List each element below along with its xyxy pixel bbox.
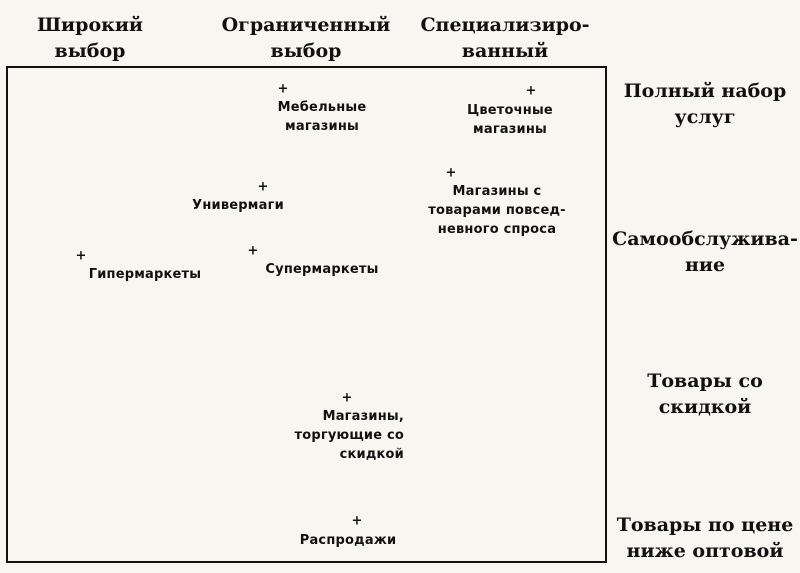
column-header-line: выбор — [270, 40, 342, 62]
store-label-convenience — [404, 182, 590, 239]
store-label-line: Цветочные — [467, 103, 553, 118]
row-header-line: ниже оптовой — [626, 540, 784, 562]
store-marker-department: + — [257, 179, 269, 195]
store-label-flowers — [450, 101, 570, 139]
store-label-discount — [262, 407, 404, 464]
row-header-line: Самообслужива- — [612, 228, 798, 250]
row-header-line: Товары по цене — [616, 514, 794, 536]
store-label-line: скидкой — [339, 447, 404, 462]
store-label-department — [178, 196, 298, 215]
store-label-line: Магазины с — [452, 184, 542, 199]
store-label-line: Гипермаркеты — [88, 267, 202, 282]
store-label-line: Супермаркеты — [265, 262, 379, 277]
store-marker-clearance: + — [351, 513, 363, 529]
row-header-full-service — [612, 78, 798, 130]
row-header-line: Товары со — [647, 370, 763, 392]
store-label-line: Мебельные — [277, 100, 367, 115]
store-marker-flowers: + — [525, 83, 537, 99]
store-marker-discount: + — [341, 390, 353, 406]
row-header-below-wholesale — [612, 512, 798, 564]
column-header-line: Широкий — [36, 14, 144, 36]
column-header-wide-selection — [20, 12, 160, 64]
store-marker-supermarkets: + — [247, 243, 259, 259]
diagram-frame — [6, 66, 607, 563]
column-header-limited-selection — [206, 12, 406, 64]
store-label-line: Универмаги — [192, 198, 284, 213]
store-label-line: Распродажи — [299, 533, 397, 548]
store-marker-furniture: + — [277, 81, 289, 97]
store-label-line: магазины — [473, 122, 547, 137]
store-label-line: торгующие со — [294, 428, 404, 443]
store-label-furniture — [262, 98, 382, 136]
store-label-hypermarkets — [70, 265, 220, 284]
column-header-line: Ограниченный — [221, 14, 391, 36]
row-header-self-service — [612, 226, 798, 278]
store-marker-hypermarkets: + — [75, 248, 87, 264]
row-header-line: услуг — [674, 106, 736, 128]
store-label-line: невного спроса — [437, 222, 557, 237]
store-label-line: товарами повсед- — [428, 203, 566, 218]
column-header-line: Специализиро- — [420, 14, 590, 36]
row-header-line: скидкой — [658, 396, 752, 418]
store-marker-convenience: + — [445, 165, 457, 181]
column-header-line: выбор — [54, 40, 126, 62]
row-header-line: ние — [684, 254, 726, 276]
row-header-discount-goods — [612, 368, 798, 420]
store-label-supermarkets — [250, 260, 394, 279]
store-label-line: магазины — [285, 119, 359, 134]
column-header-line: ванный — [461, 40, 549, 62]
column-header-specialized — [410, 12, 600, 64]
store-label-clearance — [280, 531, 416, 550]
row-header-line: Полный набор — [623, 80, 787, 102]
store-label-line: Магазины, — [322, 409, 404, 424]
